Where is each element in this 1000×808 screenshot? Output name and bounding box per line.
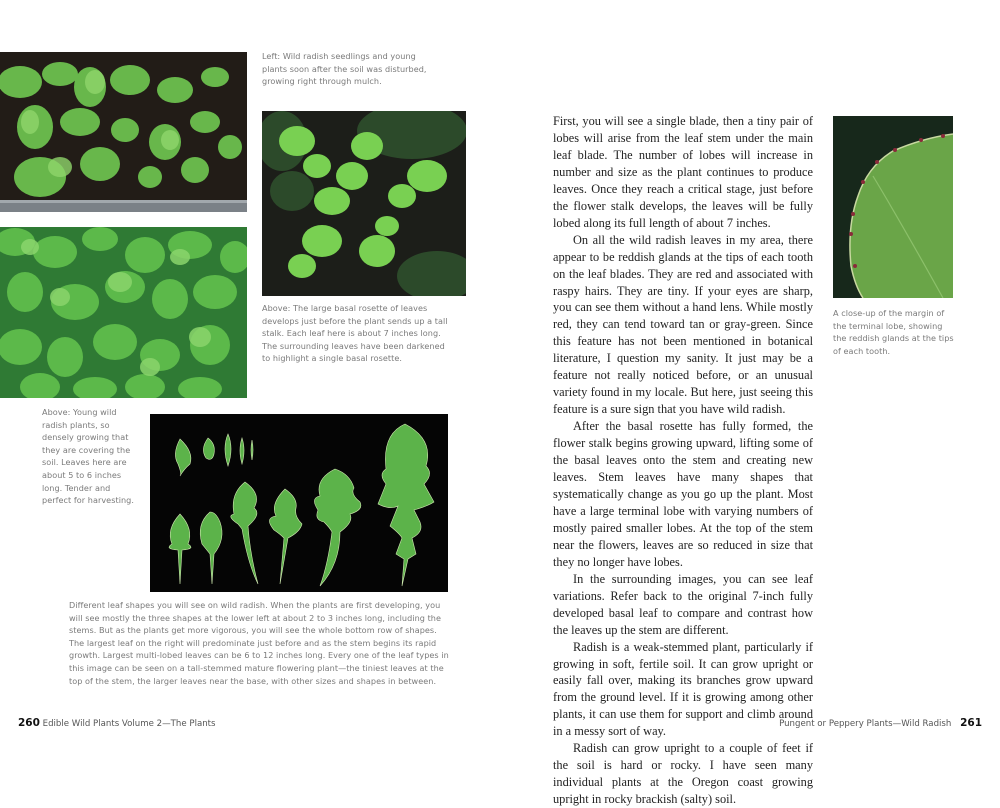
- body-text: [553, 113, 813, 808]
- paragraph: In the surrounding images, you can see leaf variations. Refer back to the original 7-inch fully developed basal leaf to compare and contrast how the leaves up the stem are different.: [553, 571, 813, 637]
- paragraph: After the basal rosette has fully formed, the flower stalk begins growing upward, lifting some of the basal leaves onto the stem and creating new leaves. Stem leaves have many shapes that systematically change as you go up the plant. Most have a large terminal lobe with varying numbers of mostly paired smaller lobes. At the top of the stem near the flowers, leaves are so reduced in size that they no longer have lobes.: [553, 419, 813, 569]
- page-number-right: 261: [960, 717, 982, 729]
- paragraph: On all the wild radish leaves in my area, there appear to be reddish glands at the tips of each tooth on the leaf blades. They are red and associated with raspy hairs. They are tiny. If your eyes are sharp, you can see them without a hand lens. While mostly red, they can tend toward tan or gray-green. Since this feature has not been mentioned in botanical literature, I question my sanity. It just may be a feature not really noticed before, or an unusual variety found in my locale. But here, just seeing this feature is a sure sign that you have wild radish.: [553, 232, 813, 417]
- footer-right: [779, 717, 982, 729]
- caption-leaf-shapes: Different leaf shapes you will see on wild radish. When the plants are first developing, you will see mostly the three shapes at the lower left at about 2 to 3 inches long, including the stems. But as the plants get more vigorous, you will see the whole bottom row of shapes. The largest leaf on the right will predominate just before and as the stem begins its rapid growth. Largest multi-lobed leaves can be 6 to 12 inches long. Every one of the leaf types in this image can be seen on a tall-stemmed mature flowering plant—the tiniest leaves at the top of the stem, the larger leaves near the base, with other sizes and shapes in between.: [69, 600, 449, 686]
- caption-basal-rosette: Above: The large basal rosette of leaves develops just before the plant sends up a tall stalk. Each leaf here is about 7 inches long. The surrounding leaves have been darkened to highlight a single basal rosette.: [262, 303, 448, 364]
- footer-left: [18, 717, 216, 729]
- running-head-right: Pungent or Peppery Plants—Wild Radish: [779, 719, 952, 729]
- page-number-left: 260: [18, 717, 40, 729]
- paragraph: Radish is a weak-stemmed plant, particularly if growing in soft, fertile soil. It can grow upright or easily fall over, making its branches grow upward from the ground level. If it is growing among other plants, it can use them for support and climb around in a messy sort of way.: [553, 639, 813, 739]
- photo-seedlings: [0, 52, 247, 212]
- photo-leaf-closeup: [833, 116, 953, 298]
- photo-young-plants: [0, 227, 247, 398]
- paragraph: First, you will see a single blade, then a tiny pair of lobes will arise from the leaf stem under the main leaf blade. The number of lobes will increase in number and size as the plant continues to produce leaves. Once they reach a critical stage, just before the flower stalk develops, the leaves will be fully lobed along its full length of about 7 inches.: [553, 114, 813, 230]
- photo-leaf-shapes: [150, 414, 448, 592]
- caption-seedlings: Left: Wild radish seedlings and young plants soon after the soil was disturbed, growing right through mulch.: [262, 51, 427, 87]
- caption-young-plants: Above: Young wild radish plants, so densely growing that they are covering the soil. Leaves here are about 5 to 6 inches long. Tender and perfect for harvesting.: [42, 407, 134, 506]
- paragraph: Radish can grow upright to a couple of feet if the soil is hard or rocky. I have seen many individual plants at the Oregon coast growing upright in rocky brackish (salty) soil.: [553, 741, 813, 807]
- photo-basal-rosette: [262, 111, 466, 296]
- running-head-left: Edible Wild Plants Volume 2—The Plants: [42, 719, 216, 729]
- leaf-small-5: [251, 440, 253, 460]
- caption-leaf-closeup: A close-up of the margin of the terminal lobe, showing the reddish glands at the tips of each tooth.: [833, 308, 954, 356]
